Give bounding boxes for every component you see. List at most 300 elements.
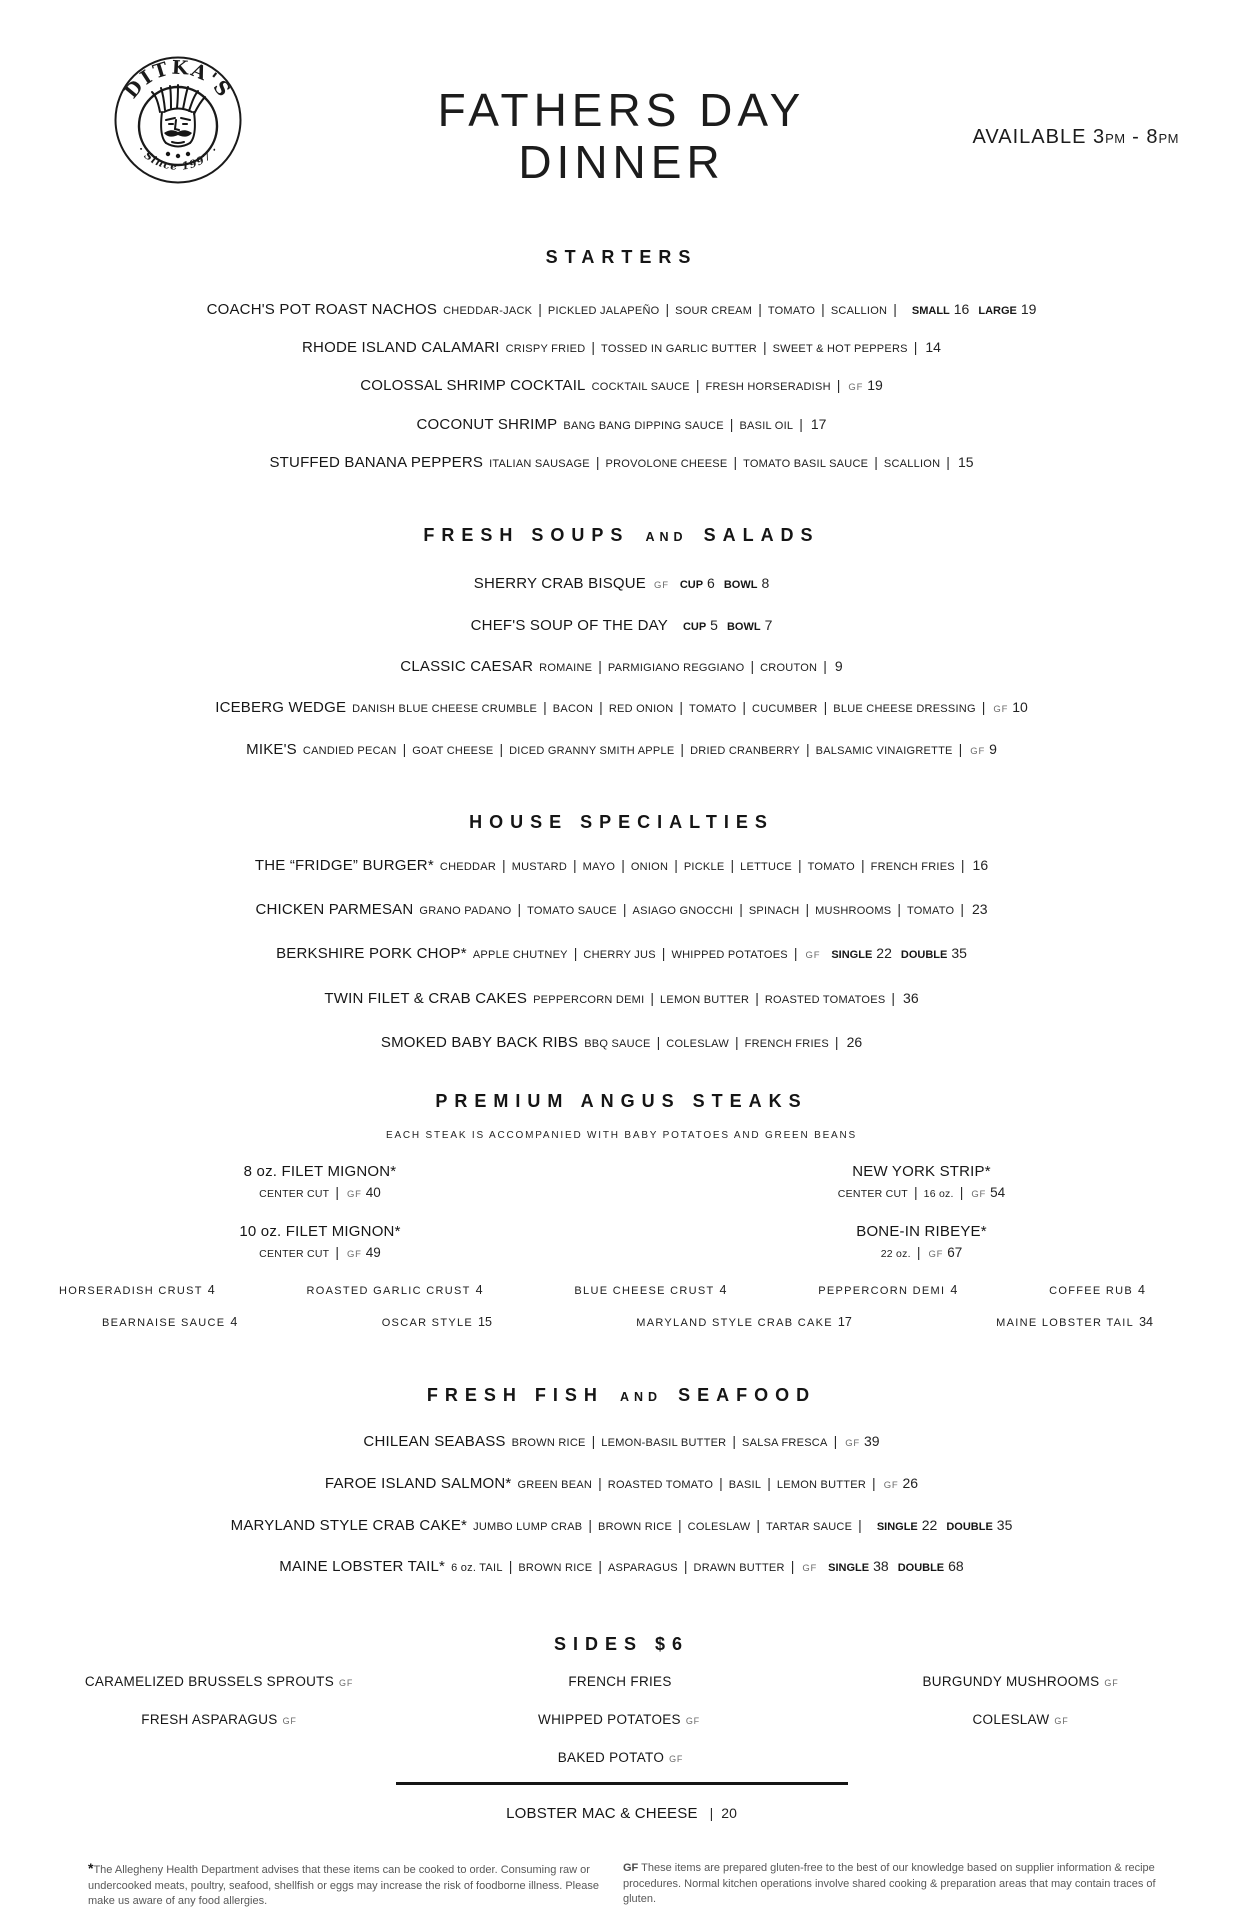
token-bar: | xyxy=(665,301,670,317)
item-name: MARYLAND STYLE CRAB CAKE* xyxy=(230,1517,468,1534)
steak-addon-row xyxy=(0,1282,1243,1299)
token-bar: | xyxy=(335,1184,339,1200)
token-d: ITALIAN SAUSAGE xyxy=(489,458,590,470)
menu-sections xyxy=(0,246,1243,1824)
token-gf: GF xyxy=(971,1189,987,1200)
token-gf: GF xyxy=(805,950,821,961)
token-d: LEMON-BASIL BUTTER xyxy=(601,1437,727,1449)
token-d: CHEDDAR-JACK xyxy=(443,305,533,317)
token-d: PEPPERCORN DEMI xyxy=(533,994,645,1006)
token-d: CRISPY FRIED xyxy=(505,343,586,355)
token-bar: | xyxy=(591,1433,596,1449)
token-p: 67 xyxy=(947,1245,963,1260)
side-item xyxy=(0,1710,440,1731)
menu-item xyxy=(0,1032,1243,1054)
addon-price: 15 xyxy=(478,1315,492,1329)
item-name: CLASSIC CAESAR xyxy=(400,658,534,675)
token-d: BROWN RICE xyxy=(511,1437,586,1449)
token-gf: GF xyxy=(848,382,864,393)
token-d: TOMATO xyxy=(906,905,955,917)
side-item xyxy=(440,1672,800,1693)
token-d: TOMATO BASIL SAUCE xyxy=(743,458,869,470)
token-d: BASIL OIL xyxy=(739,420,794,432)
token-d: SCALLION xyxy=(830,305,888,317)
menu-item xyxy=(0,299,1243,321)
token-bar: | xyxy=(661,945,666,961)
item-name: COACH'S POT ROAST NACHOS xyxy=(206,301,438,318)
heading-part: AND xyxy=(619,1390,663,1404)
item-name: BERKSHIRE PORK CHOP* xyxy=(276,945,467,962)
token-bar: | xyxy=(335,1244,339,1260)
side-label: WHIPPED POTATOES xyxy=(538,1712,681,1727)
token-bar: | xyxy=(946,454,950,470)
token-bar: | xyxy=(543,699,547,715)
item-name: SMOKED BABY BACK RIBS xyxy=(380,1034,579,1051)
token-gf: GF xyxy=(346,1189,362,1200)
addon-label: OSCAR STYLE xyxy=(381,1317,474,1329)
token-d: ROMAINE xyxy=(539,662,593,674)
token-p: 20 xyxy=(721,1805,737,1821)
token-bar: | xyxy=(683,1558,688,1574)
steak-addon xyxy=(1049,1282,1145,1299)
gf-tag: GF xyxy=(685,1716,700,1726)
token-d: PICKLED JALAPEÑO xyxy=(547,305,660,317)
token-bar: | xyxy=(758,301,762,317)
side-label: FRENCH FRIES xyxy=(568,1674,672,1689)
token-gf: GF xyxy=(654,580,669,591)
addon-label: MAINE LOBSTER TAIL xyxy=(996,1317,1135,1329)
logo-face xyxy=(152,85,205,147)
item-list xyxy=(0,299,1243,474)
token-b: SMALL xyxy=(911,305,950,317)
token-b: LARGE xyxy=(978,305,1017,317)
token-bar: | xyxy=(599,699,603,715)
side-item xyxy=(800,1710,1243,1731)
token-d: BROWN RICE xyxy=(518,1562,593,1574)
token-bar: | xyxy=(821,301,825,317)
section-heading-steaks xyxy=(0,1090,1243,1112)
token-d: 6 oz. TAIL xyxy=(451,1562,503,1574)
token-b: DOUBLE xyxy=(897,1562,945,1574)
token-p: 68 xyxy=(948,1558,964,1574)
side-item xyxy=(440,1710,800,1731)
token-gf: GF xyxy=(970,746,986,757)
steak-name xyxy=(0,1161,640,1183)
addon-label: BLUE CHEESE CRUST xyxy=(574,1285,715,1297)
token-d: WHIPPED POTATOES xyxy=(671,949,788,961)
token-d: DICED GRANNY SMITH APPLE xyxy=(509,745,675,757)
section-heading-fish-seafood xyxy=(0,1384,1243,1408)
token-d: SALSA FRESCA xyxy=(742,1437,828,1449)
menu-title-line1: FATHERS DAY xyxy=(437,84,806,136)
token-p: 22 xyxy=(876,945,892,961)
token-p: 54 xyxy=(990,1185,1006,1200)
addon-price: 4 xyxy=(207,1283,215,1297)
token-p: 7 xyxy=(764,617,773,633)
menu-header xyxy=(0,0,1243,210)
token-bar: | xyxy=(833,1433,838,1449)
token-d: SWEET & HOT PEPPERS xyxy=(772,343,908,355)
footnote-right-text: These items are prepared gluten-free to the best of our knowledge based on supplier information & recipe procedures. Normal kitchen operations involve shared cooking & preparation areas that may contain traces of gluten. xyxy=(623,1862,1156,1905)
token-bar: | xyxy=(872,1475,876,1491)
token-b: SINGLE xyxy=(831,949,873,961)
logo-dots xyxy=(166,152,190,158)
side-item xyxy=(0,1672,440,1693)
token-d: ASPARAGUS xyxy=(607,1562,678,1574)
addon-price: 4 xyxy=(475,1283,483,1297)
token-d: ROASTED TOMATO xyxy=(607,1479,714,1491)
token-bar: | xyxy=(730,857,735,873)
token-d: COCKTAIL SAUCE xyxy=(591,381,690,393)
token-bar: | xyxy=(733,454,738,470)
menu-item xyxy=(0,1431,1243,1454)
token-p: 14 xyxy=(925,339,941,355)
token-d: JUMBO LUMP CRAB xyxy=(473,1521,583,1533)
heading-part: SALADS xyxy=(703,525,820,545)
item-list xyxy=(0,855,1243,1054)
item-name: STUFFED BANANA PEPPERS xyxy=(269,454,484,471)
logo-since-text: · Since 1997 · xyxy=(134,144,222,173)
section-soups-salads xyxy=(0,524,1243,762)
token-bar: | xyxy=(621,857,625,873)
token-b: DOUBLE xyxy=(900,949,948,961)
token-bar: | xyxy=(595,454,600,470)
token-b: DOUBLE xyxy=(946,1521,993,1533)
addon-price: 4 xyxy=(1138,1283,1145,1297)
token-bar: | xyxy=(960,901,964,917)
token-d: ONION xyxy=(630,861,669,873)
item-name: LOBSTER MAC & CHEESE xyxy=(506,1805,698,1822)
token-bar: | xyxy=(805,741,810,757)
menu-item xyxy=(0,615,1243,637)
token-d: TOMATO xyxy=(767,305,816,317)
token-bar: | xyxy=(756,1517,761,1533)
token-d: FRENCH FRIES xyxy=(744,1038,829,1050)
menu-item xyxy=(0,855,1243,877)
steak-subline xyxy=(0,1244,640,1263)
token-bar: | xyxy=(709,1805,714,1821)
token-d: COLESLAW xyxy=(666,1038,729,1050)
token-p: 17 xyxy=(810,416,827,432)
ditkas-logo-graphic xyxy=(112,50,244,190)
item-name: MIKE'S xyxy=(246,741,297,758)
steak-item xyxy=(640,1161,1203,1203)
section-steaks xyxy=(0,1090,1243,1331)
ditkas-logo xyxy=(112,50,244,190)
steak-addon xyxy=(382,1314,492,1331)
token-d: BASIL xyxy=(728,1479,762,1491)
steak-addon xyxy=(818,1282,957,1299)
token-p: 40 xyxy=(365,1185,381,1200)
token-gf: GF xyxy=(845,1438,861,1449)
token-bar: | xyxy=(402,741,407,757)
token-d: BACON xyxy=(552,703,594,715)
steak-name xyxy=(0,1221,640,1243)
token-d: RED ONION xyxy=(608,703,674,715)
token-p: 23 xyxy=(971,901,988,917)
side-item-center xyxy=(0,1748,1243,1769)
steak-addon xyxy=(574,1282,726,1299)
token-bar: | xyxy=(755,990,759,1006)
token-bar: | xyxy=(591,339,596,355)
token-bar: | xyxy=(823,699,828,715)
token-bar: | xyxy=(679,699,684,715)
token-d: GREEN BEAN xyxy=(517,1479,593,1491)
token-d: 22 oz. xyxy=(880,1248,911,1260)
item-name: BONE-IN RIBEYE* xyxy=(856,1223,987,1240)
token-bar: | xyxy=(508,1558,513,1574)
token-bar: | xyxy=(823,658,827,674)
availability-pm2: PM xyxy=(1158,131,1179,146)
token-bar: | xyxy=(739,901,743,917)
gf-tag: GF xyxy=(1104,1678,1119,1688)
item-name: RHODE ISLAND CALAMARI xyxy=(302,339,500,356)
token-gf: GF xyxy=(883,1480,899,1491)
section-house-specialties xyxy=(0,811,1243,1054)
menu-item xyxy=(0,1803,1243,1824)
menu-item xyxy=(0,943,1243,966)
token-d: TOMATO xyxy=(689,703,737,715)
gf-tag: GF xyxy=(669,1754,684,1764)
token-bar: | xyxy=(805,901,810,917)
side-label: COLESLAW xyxy=(972,1712,1050,1727)
token-p: 10 xyxy=(1012,699,1028,715)
token-d: BLUE CHEESE DRESSING xyxy=(833,703,976,715)
steak-grid xyxy=(0,1161,1243,1263)
section-heading-starters xyxy=(0,246,1243,268)
gf-tag: GF xyxy=(1054,1716,1069,1726)
menu-item xyxy=(0,1556,1243,1579)
menu-item xyxy=(0,656,1243,678)
token-bar: | xyxy=(622,901,627,917)
menu-item xyxy=(0,739,1243,762)
steak-name xyxy=(640,1221,1203,1243)
availability-text: AVAILABLE 3 xyxy=(972,126,1106,148)
token-d: CHEDDAR xyxy=(439,861,497,873)
token-bar: | xyxy=(858,1517,862,1533)
token-d: CHERRY JUS xyxy=(583,949,656,961)
token-bar: | xyxy=(538,301,542,317)
token-d: CANDIED PECAN xyxy=(302,745,397,757)
token-bar: | xyxy=(598,658,602,674)
steak-item xyxy=(640,1221,1203,1263)
item-name: CHEF'S SOUP OF THE DAY xyxy=(470,617,668,634)
menu-item xyxy=(0,899,1243,921)
token-b: BOWL xyxy=(723,579,758,591)
token-d: DANISH BLUE CHEESE CRUMBLE xyxy=(352,703,538,715)
token-d: ASIAGO GNOCCHI xyxy=(632,905,734,917)
token-d: DRIED CRANBERRY xyxy=(690,745,800,757)
item-name: 10 oz. FILET MIGNON* xyxy=(239,1223,401,1240)
item-name: COLOSSAL SHRIMP COCKTAIL xyxy=(360,377,586,394)
menu-item xyxy=(0,1473,1243,1496)
steak-addon xyxy=(59,1282,215,1299)
side-label: CARAMELIZED BRUSSELS SPROUTS xyxy=(84,1674,335,1689)
footnote-cooked-to-order xyxy=(88,1861,620,1910)
item-name: NEW YORK STRIP* xyxy=(852,1163,991,1180)
token-d: TARTAR SAUCE xyxy=(766,1521,853,1533)
token-bar: | xyxy=(729,416,734,432)
token-p: 35 xyxy=(951,945,967,961)
menu-item xyxy=(0,573,1243,596)
gf-tag: GF xyxy=(339,1678,354,1688)
token-bar: | xyxy=(916,1244,921,1260)
token-bar: | xyxy=(958,741,963,757)
item-name: COCONUT SHRIMP xyxy=(416,416,558,433)
token-b: CUP xyxy=(679,579,704,591)
steak-item xyxy=(0,1161,640,1203)
side-item xyxy=(800,1672,1243,1693)
menu-item xyxy=(0,697,1243,720)
footnote-gluten-free xyxy=(623,1861,1163,1910)
availability-pm1: PM xyxy=(1105,131,1126,146)
token-bar: | xyxy=(913,1184,918,1200)
steak-addon xyxy=(636,1314,852,1331)
token-bar: | xyxy=(598,1558,602,1574)
token-d: BROWN RICE xyxy=(598,1521,673,1533)
token-gf: GF xyxy=(993,704,1009,715)
svg-text:· Since 1997 · xyxy=(135,144,221,173)
heading-part: FRESH FISH xyxy=(426,1385,604,1405)
token-d: COLESLAW xyxy=(687,1521,751,1533)
token-d: SPINACH xyxy=(748,905,800,917)
token-bar: | xyxy=(799,416,803,432)
token-p: 15 xyxy=(957,454,974,470)
addon-label: HORSERADISH CRUST xyxy=(59,1285,203,1297)
addon-label: PEPPERCORN DEMI xyxy=(818,1285,946,1297)
token-bar: | xyxy=(678,1517,682,1533)
token-d: CUCUMBER xyxy=(752,703,818,715)
token-p: 39 xyxy=(864,1433,880,1449)
token-bar: | xyxy=(695,377,700,393)
menu-item xyxy=(0,452,1243,474)
token-bar: | xyxy=(732,1433,737,1449)
token-bar: | xyxy=(656,1034,661,1050)
token-d: APPLE CHUTNEY xyxy=(472,949,568,961)
heading-part: SEAFOOD xyxy=(678,1385,817,1405)
token-bar: | xyxy=(742,699,747,715)
token-b: SINGLE xyxy=(876,1521,918,1533)
token-bar: | xyxy=(960,857,965,873)
section-fish-seafood xyxy=(0,1384,1243,1579)
heading-part: STARTERS xyxy=(545,247,698,267)
token-d: SOUR CREAM xyxy=(675,305,753,317)
token-p: 22 xyxy=(921,1517,938,1533)
token-d: MUSHROOMS xyxy=(815,905,892,917)
addon-label: BEARNAISE SAUCE xyxy=(102,1317,226,1329)
heading-part: AND xyxy=(645,530,688,544)
token-p: 8 xyxy=(761,575,770,591)
menu-item xyxy=(0,414,1243,436)
asterisk-mark: * xyxy=(88,1860,94,1876)
item-name: TWIN FILET & CRAB CAKES xyxy=(324,990,528,1007)
sides-grid xyxy=(0,1672,1243,1731)
token-bar: | xyxy=(793,945,798,961)
token-d: 16 oz. xyxy=(923,1188,954,1200)
token-p: 36 xyxy=(903,990,919,1006)
token-bar: | xyxy=(874,454,878,470)
token-d: MAYO xyxy=(582,861,616,873)
token-bar: | xyxy=(573,945,578,961)
availability xyxy=(973,126,1179,149)
steak-subline xyxy=(640,1184,1203,1203)
menu-item xyxy=(0,1515,1243,1537)
token-gf: GF xyxy=(346,1249,362,1260)
token-bar: | xyxy=(588,1517,593,1533)
token-d: BANG BANG DIPPING SAUCE xyxy=(563,420,724,432)
token-d: PICKLE xyxy=(683,861,725,873)
token-d: PARMIGIANO REGGIANO xyxy=(607,662,745,674)
token-bar: | xyxy=(891,990,896,1006)
token-bar: | xyxy=(790,1558,795,1574)
token-d: PROVOLONE CHEESE xyxy=(605,458,728,470)
token-d: CENTER CUT xyxy=(259,1248,330,1260)
token-d: FRESH HORSERADISH xyxy=(705,381,831,393)
token-d: BALSAMIC VINAIGRETTE xyxy=(815,745,953,757)
item-name: MAINE LOBSTER TAIL* xyxy=(279,1558,446,1575)
side-label: BURGUNDY MUSHROOMS xyxy=(922,1674,1100,1689)
item-name: FAROE ISLAND SALMON* xyxy=(324,1475,512,1492)
addon-price: 4 xyxy=(719,1283,727,1297)
steaks-subtitle: EACH STEAK IS ACCOMPANIED WITH BABY POTATOES AND GREEN BEANS xyxy=(385,1130,858,1141)
addon-label: MARYLAND STYLE CRAB CAKE xyxy=(636,1317,833,1329)
footnote-left-text: The Allegheny Health Department advises that these items can be cooked to order. Consuming raw or undercooked meats, poultry, seafood, shellfish or eggs may increase the risk of foodborne illness. Please make us aware of any food allergies. xyxy=(88,1864,599,1907)
side-label: FRESH ASPARAGUS xyxy=(141,1712,278,1727)
heading-part: FRESH SOUPS xyxy=(423,525,630,545)
gf-tag: GF xyxy=(282,1716,297,1726)
item-list xyxy=(0,1431,1243,1579)
token-bar: | xyxy=(680,741,685,757)
menu-item xyxy=(0,988,1243,1010)
item-name: SHERRY CRAB BISQUE xyxy=(473,575,647,592)
logo-mustache xyxy=(164,130,192,136)
token-bar: | xyxy=(735,1034,739,1050)
section-sides xyxy=(0,1633,1243,1824)
token-d: LEMON BUTTER xyxy=(660,994,750,1006)
token-p: 49 xyxy=(365,1245,381,1260)
gf-mark: GF xyxy=(623,1862,639,1874)
token-p: 35 xyxy=(996,1517,1013,1533)
token-d: ROASTED TOMATOES xyxy=(764,994,886,1006)
token-bar: | xyxy=(959,1184,964,1200)
token-bar: | xyxy=(897,901,901,917)
addon-label: ROASTED GARLIC CRUST xyxy=(306,1285,471,1297)
side-label: BAKED POTATO xyxy=(557,1750,665,1765)
token-p: 6 xyxy=(707,575,715,591)
token-d: DRAWN BUTTER xyxy=(693,1562,785,1574)
addon-price: 17 xyxy=(837,1315,852,1329)
token-d: LEMON BUTTER xyxy=(776,1479,867,1491)
token-p: 26 xyxy=(846,1034,863,1050)
token-p: 26 xyxy=(902,1475,919,1491)
token-p: 9 xyxy=(834,658,843,674)
item-name: CHICKEN PARMESAN xyxy=(255,901,414,918)
section-heading-soups-salads xyxy=(0,524,1243,548)
steak-item xyxy=(0,1221,640,1263)
addon-price: 4 xyxy=(230,1315,238,1329)
steak-addon xyxy=(102,1314,237,1331)
token-p: 5 xyxy=(710,617,718,633)
token-bar: | xyxy=(674,857,678,873)
token-bar: | xyxy=(981,699,986,715)
token-gf: GF xyxy=(802,1563,818,1574)
item-list xyxy=(0,573,1243,762)
heading-part: HOUSE SPECIALTIES xyxy=(469,812,774,832)
token-bar: | xyxy=(573,857,577,873)
token-bar: | xyxy=(750,658,755,674)
token-d: TOMATO SAUCE xyxy=(527,905,617,917)
token-d: LETTUCE xyxy=(740,861,792,873)
